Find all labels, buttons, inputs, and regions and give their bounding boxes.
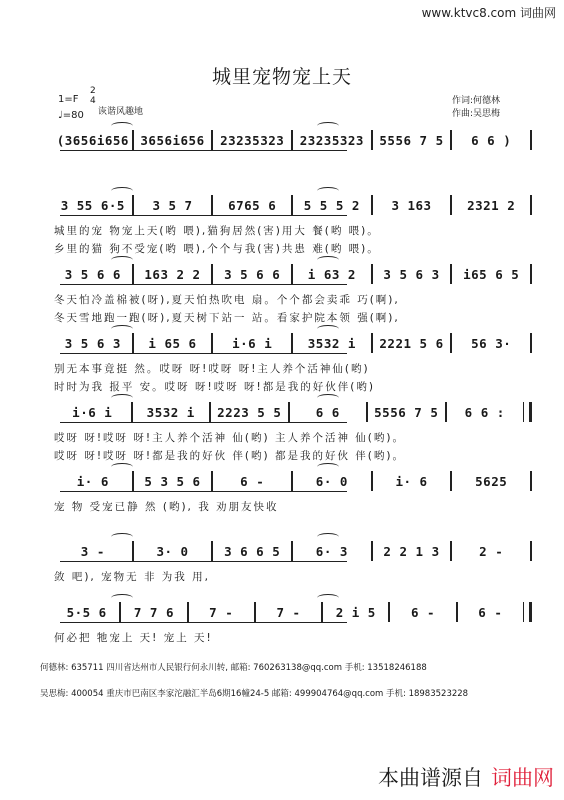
slur bbox=[111, 122, 133, 130]
beam-line bbox=[60, 215, 347, 216]
measure: 6 6 ) bbox=[471, 132, 512, 148]
barline bbox=[530, 471, 532, 491]
beam-line bbox=[60, 150, 347, 151]
measure: 6765 6 bbox=[228, 197, 277, 213]
notation-line bbox=[54, 600, 532, 624]
slur bbox=[317, 256, 339, 264]
slur bbox=[317, 187, 339, 195]
score-system bbox=[54, 193, 532, 217]
measure: 3 5 6 6 bbox=[224, 266, 281, 282]
measure: 7 7 6 bbox=[133, 604, 174, 620]
notation-line bbox=[54, 193, 532, 217]
measure: 163 2 2 bbox=[144, 266, 201, 282]
notation-line bbox=[54, 331, 532, 355]
measure: 3532 i bbox=[146, 404, 195, 420]
measure: i·6 i bbox=[72, 404, 113, 420]
score-system bbox=[54, 128, 532, 152]
measure: 6 - bbox=[240, 473, 265, 489]
lyric-line: 宠 物 受宠已静 然 (哟), 我 劝朋友快收 bbox=[54, 501, 279, 513]
site-url[interactable]: www.ktvc8.com 词曲网 bbox=[421, 6, 556, 20]
score-system bbox=[54, 331, 532, 355]
measure: 5·5 6 bbox=[66, 604, 107, 620]
measure: i·6 i bbox=[232, 335, 273, 351]
score-system bbox=[54, 262, 532, 286]
measure: 3 5 7 bbox=[152, 197, 193, 213]
measure: 5556 7 5 bbox=[379, 132, 444, 148]
slur bbox=[111, 187, 133, 195]
expression-mark: 诙谐风趣地 bbox=[98, 107, 144, 117]
slur bbox=[111, 594, 133, 602]
measure: i 63 2 bbox=[307, 266, 356, 282]
measure: 3 163 bbox=[391, 197, 432, 213]
beam-line bbox=[60, 622, 347, 623]
score-system bbox=[54, 400, 532, 424]
measure: i· 6 bbox=[76, 473, 109, 489]
score-system bbox=[54, 600, 532, 624]
measure: 23235323 bbox=[220, 132, 285, 148]
measure: 2223 5 5 bbox=[217, 404, 282, 420]
footer-brand[interactable]: 词曲网 bbox=[491, 766, 554, 790]
measure: 3 5 6 3 bbox=[383, 266, 440, 282]
slur bbox=[317, 463, 339, 471]
contact-composer: 吴思梅: 400054 重庆市巴南区李家沱融汇半岛6期16幢24-5 邮箱: 499904764@qq.com 手机: 18983523228 bbox=[40, 689, 469, 699]
measure: 5 3 5 6 bbox=[144, 473, 201, 489]
measure: (3656i656 bbox=[56, 132, 129, 148]
measure: 3656i656 bbox=[140, 132, 205, 148]
lyric-line: 乡里的猫 狗不受宠(哟 喂),个个与我(害)共患 难(哟 喂)。 bbox=[54, 243, 380, 255]
slur bbox=[317, 325, 339, 333]
measure: 7 - bbox=[276, 604, 301, 620]
notation-line bbox=[54, 469, 532, 493]
beam-line bbox=[60, 284, 347, 285]
notation-line bbox=[54, 400, 532, 424]
composer-credit: 作曲:吴思梅 bbox=[452, 109, 501, 119]
key-signature: 1=F bbox=[58, 94, 79, 105]
beam-line bbox=[60, 491, 347, 492]
notation-line bbox=[54, 128, 532, 152]
score-system bbox=[54, 539, 532, 563]
measure: 6 - bbox=[478, 604, 503, 620]
tempo-mark: ♩=80 bbox=[58, 110, 84, 121]
lyric-line: 城里的宠 物宠上天(哟 喂),猫狗居然(害)用大 餐(哟 喂)。 bbox=[54, 225, 380, 237]
measure: 2 2 1 3 bbox=[383, 543, 440, 559]
measure: i65 6 5 bbox=[463, 266, 520, 282]
lyric-line: 时时为我 报平 安。哎呀 呀!哎呀 呀!都是我的好伙伴(哟) bbox=[54, 381, 375, 393]
meter-bottom: 4 bbox=[90, 96, 96, 106]
lyric-line: 冬天雪地跑一跑(呀),夏天树下站一 站。看家护院本领 强(啊), bbox=[54, 312, 400, 324]
score-system bbox=[54, 469, 532, 493]
measure: 5625 bbox=[475, 473, 508, 489]
slur bbox=[111, 256, 133, 264]
lyricist-credit: 作词:何德林 bbox=[452, 96, 501, 106]
measure: i 65 6 bbox=[148, 335, 197, 351]
measure: 2 - bbox=[479, 543, 504, 559]
slur bbox=[111, 325, 133, 333]
measure: 6· 3 bbox=[315, 543, 348, 559]
measure: 2 i 5 bbox=[335, 604, 376, 620]
measure: 56 3· bbox=[471, 335, 512, 351]
measure: 3532 i bbox=[307, 335, 356, 351]
slur bbox=[317, 594, 339, 602]
measure: 5 5 5 2 bbox=[303, 197, 360, 213]
measure: 7 - bbox=[209, 604, 234, 620]
slur bbox=[111, 463, 133, 471]
measure: 3 55 6·5 bbox=[60, 197, 125, 213]
notation-line bbox=[54, 539, 532, 563]
meter-top: 2 bbox=[90, 86, 96, 96]
measure: 6 6 bbox=[315, 404, 340, 420]
measure: 23235323 bbox=[299, 132, 364, 148]
barline bbox=[530, 195, 532, 215]
measure: 6 6 : bbox=[464, 404, 505, 420]
slur bbox=[317, 533, 339, 541]
lyric-line: 哎呀 呀!哎呀 呀!都是我的好伙 伴(哟) 都是我的好伙 伴(哟)。 bbox=[54, 450, 405, 462]
beam-line bbox=[60, 561, 347, 562]
measure: 2221 5 6 bbox=[379, 335, 444, 351]
measure: 3 - bbox=[80, 543, 105, 559]
barline bbox=[523, 402, 532, 422]
notation-line bbox=[54, 262, 532, 286]
lyric-line: 别无本事竟挺 然。哎呀 呀!哎呀 呀!主人养个活神仙(哟) bbox=[54, 363, 370, 375]
measure: 3· 0 bbox=[156, 543, 189, 559]
beam-line bbox=[60, 353, 347, 354]
measure: 5556 7 5 bbox=[374, 404, 439, 420]
barline bbox=[530, 264, 532, 284]
slur bbox=[111, 394, 133, 402]
measure: 6· 0 bbox=[315, 473, 348, 489]
measure: 2321 2 bbox=[467, 197, 516, 213]
lyric-line: 何必把 牠宠上 天! 宠上 天! bbox=[54, 632, 213, 644]
measure: 3 5 6 3 bbox=[64, 335, 121, 351]
lyric-line: 冬天怕冷盖棉被(呀),夏天怕热吹电 扇。个个都会卖乖 巧(啊), bbox=[54, 294, 400, 306]
barline bbox=[530, 130, 532, 150]
barline bbox=[523, 602, 532, 622]
song-title: 城里宠物宠上天 bbox=[211, 66, 352, 88]
footer-source-text: 本曲谱源自 bbox=[378, 766, 483, 790]
slur bbox=[111, 533, 133, 541]
lyric-line: 哎呀 呀!哎呀 呀!主人养个活神 仙(哟) 主人养个活神 仙(哟)。 bbox=[54, 432, 405, 444]
measure: 6 - bbox=[411, 604, 436, 620]
contact-lyricist: 何德林: 635711 四川省达州市人民银行何永川转, 邮箱: 760263138@qq.com 手机: 13518246188 bbox=[40, 663, 427, 673]
footer-source bbox=[378, 762, 554, 792]
time-signature bbox=[90, 86, 96, 106]
barline bbox=[530, 541, 532, 561]
measure: 3 5 6 6 bbox=[64, 266, 121, 282]
measure: 3 6 6 5 bbox=[224, 543, 281, 559]
barline bbox=[530, 333, 532, 353]
beam-line bbox=[60, 422, 347, 423]
slur bbox=[317, 394, 339, 402]
lyric-line: 敛 吧), 宠物无 非 为我 用, bbox=[54, 571, 210, 583]
slur bbox=[317, 122, 339, 130]
measure: i· 6 bbox=[395, 473, 428, 489]
